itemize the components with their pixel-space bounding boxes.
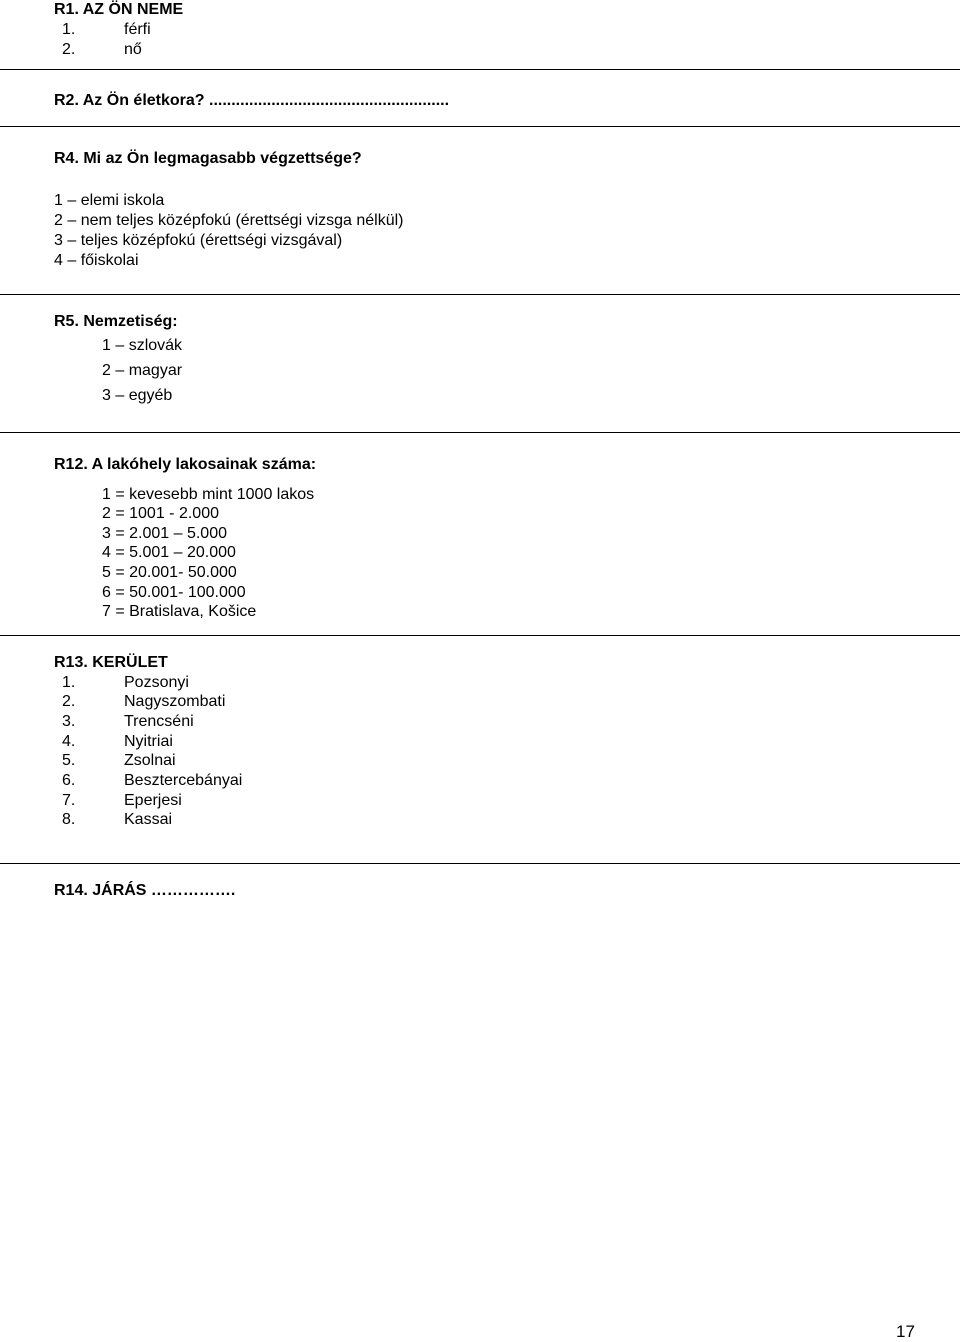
r13-option-num: 3. [62, 713, 76, 730]
r13-option-text: Kassai [124, 811, 173, 828]
r13-option-num: 6. [62, 772, 76, 789]
r1-option-num: 1. [62, 21, 76, 38]
r4-option: 1 – elemi iskola [54, 192, 165, 209]
r14-title: R14. JÁRÁS ……………. [54, 882, 236, 899]
section-divider [0, 432, 960, 433]
r13-option-text: Eperjesi [124, 792, 182, 809]
r12-option: 1 = kevesebb mint 1000 lakos [102, 486, 315, 503]
r13-option-num: 1. [62, 674, 76, 691]
r13-option-num: 7. [62, 792, 76, 809]
r13-title: R13. KERÜLET [54, 654, 168, 671]
r12-option: 5 = 20.001- 50.000 [102, 564, 237, 581]
section-divider [0, 863, 960, 864]
r13-option-num: 4. [62, 733, 76, 750]
r5-option: 3 – egyéb [102, 387, 173, 404]
r13-option-text: Trencséni [124, 713, 194, 730]
r13-option-text: Zsolnai [124, 752, 176, 769]
section-divider [0, 126, 960, 127]
r12-option: 6 = 50.001- 100.000 [102, 584, 246, 601]
section-divider [0, 294, 960, 295]
r4-option: 2 – nem teljes középfokú (érettségi vizsga nélkül) [54, 212, 404, 229]
r12-option: 7 = Bratislava, Košice [102, 603, 257, 620]
r4-option: 4 – főiskolai [54, 252, 139, 269]
r13-option-text: Pozsonyi [124, 674, 189, 691]
r5-option: 1 – szlovák [102, 337, 183, 354]
r1-title: R1. AZ ÖN NEME [54, 1, 184, 18]
section-divider [0, 635, 960, 636]
r13-option-text: Nagyszombati [124, 693, 226, 710]
r13-option-text: Nyitriai [124, 733, 173, 750]
r5-title: R5. Nemzetiség: [54, 313, 178, 330]
r12-option: 2 = 1001 - 2.000 [102, 505, 219, 522]
r13-option-num: 2. [62, 693, 76, 710]
r12-option: 4 = 5.001 – 20.000 [102, 544, 236, 561]
r4-title: R4. Mi az Ön legmagasabb végzettsége? [54, 150, 362, 167]
r12-title: R12. A lakóhely lakosainak száma: [54, 456, 317, 473]
r1-option-text: nő [124, 41, 142, 58]
section-divider [0, 69, 960, 70]
r13-option-num: 5. [62, 752, 76, 769]
r1-option-text: férfi [124, 21, 151, 38]
r13-option-text: Besztercebányai [124, 772, 243, 789]
r4-option: 3 – teljes középfokú (érettségi vizsgával) [54, 232, 343, 249]
r13-option-num: 8. [62, 811, 76, 828]
r2-title: R2. Az Ön életkora? ...................................................... [54, 92, 450, 109]
page-number: 17 [896, 1322, 915, 1341]
r5-option: 2 – magyar [102, 362, 183, 379]
r12-option: 3 = 2.001 – 5.000 [102, 525, 227, 542]
r1-option-num: 2. [62, 41, 76, 58]
